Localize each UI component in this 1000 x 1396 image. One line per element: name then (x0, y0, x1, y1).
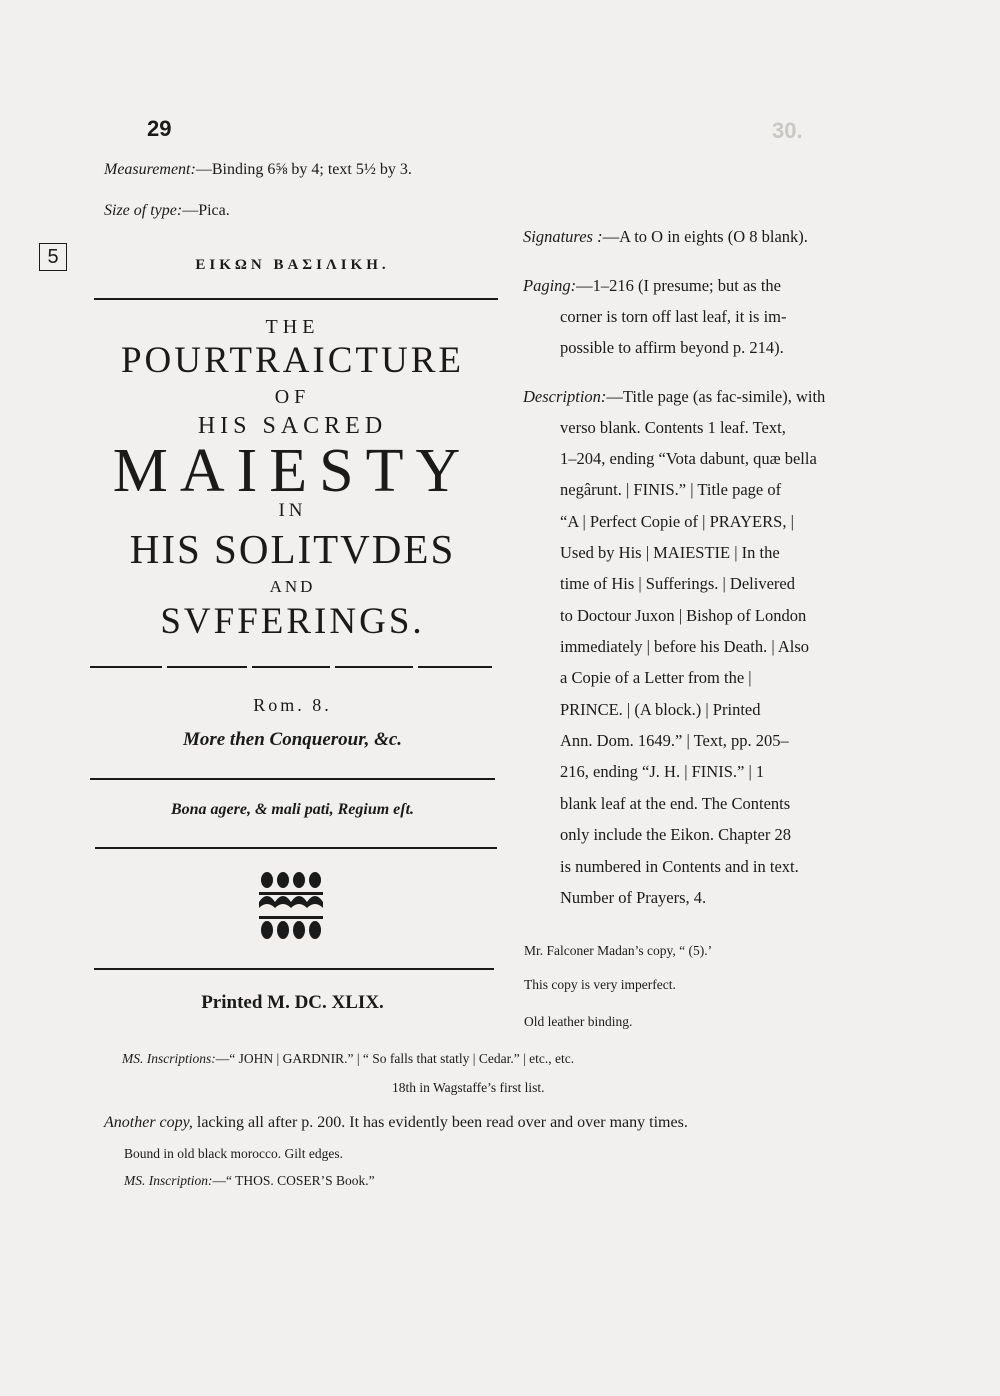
paging-block (523, 270, 781, 301)
title-conqueror: More then Conquerour, &c. (182, 729, 403, 750)
divider-rule-short (335, 666, 413, 668)
margin-number-box: 5 (39, 243, 67, 271)
ms-inscriptions-line (122, 1051, 574, 1067)
size-of-type-line (104, 202, 230, 220)
title-solitudes: HIS SOLITVDES (129, 526, 456, 572)
description-line: negârunt. | FINIS.” | Title page of (560, 480, 782, 499)
description-line: Number of Prayers, 4. (560, 888, 707, 907)
divider-rule-short (252, 666, 330, 668)
measurement-text: —Binding 6⅝ by 4; text 5½ by 3. (195, 161, 412, 178)
title-the: THE (265, 316, 320, 338)
paging-line: corner is torn off last leaf, it is im- (560, 307, 787, 326)
ms-inscription-line (124, 1173, 375, 1189)
measurement-label: Measurement: (104, 161, 196, 178)
signatures-label: Signatures : (523, 227, 603, 246)
description-line: immediately | before his Death. | Also (560, 637, 810, 656)
bound-note: Bound in old black morocco. Gilt edges. (124, 1146, 343, 1161)
description-label: Description: (523, 387, 607, 406)
title-motto: Bona agere, & mali pati, Regium eſt. (170, 801, 415, 818)
paging-line: possible to affirm beyond p. 214). (560, 338, 784, 357)
title-sufferings: SVFFERINGS. (160, 601, 425, 642)
description-line: blank leaf at the end. The Contents (560, 794, 791, 813)
another-copy-line (104, 1114, 688, 1132)
ms-inscription-label: MS. Inscription: (124, 1173, 213, 1188)
printer-ornament (90, 868, 495, 948)
title-his-sacred: HIS SACRED (197, 413, 388, 439)
madan-copy-note: Mr. Falconer Madan’s copy, “ (5).’ (524, 943, 713, 958)
ms-inscription-text: —“ THOS. COSER’S Book.” (212, 1173, 375, 1188)
measurement-line (104, 161, 412, 179)
title-in: IN (278, 500, 307, 521)
another-copy-text: lacking all after p. 200. It has evidently been read over and over many times. (192, 1114, 688, 1131)
description-line: —Title page (as fac-simile), with (606, 387, 826, 406)
divider-rule (95, 847, 497, 849)
title-rom: Rom. 8. (253, 695, 332, 715)
description-line: 216, ending “J. H. | FINIS.” | 1 (560, 762, 765, 781)
description-line: is numbered in Contents and in text. (560, 857, 799, 876)
description-line: to Doctour Juxon | Bishop of London (560, 606, 807, 625)
description-line: Ann. Dom. 1649.” | Text, pp. 205– (560, 731, 789, 750)
divider-rule (90, 778, 495, 780)
ms-inscriptions-label: MS. Inscriptions: (122, 1051, 216, 1066)
description-line: PRINCE. | (A block.) | Printed (560, 700, 761, 719)
divider-rule-short (167, 666, 247, 668)
description-line: verso blank. Contents 1 leaf. Text, (560, 418, 786, 437)
description-line: only include the Eikon. Chapter 28 (560, 825, 791, 844)
wagstaffe-note: 18th in Wagstaffe’s first list. (392, 1080, 545, 1095)
title-and: AND (269, 577, 316, 596)
signatures-text: —A to O in eights (O 8 blank). (602, 227, 808, 246)
signatures-line (523, 221, 808, 252)
binding-note: Old leather binding. (524, 1014, 633, 1029)
another-copy-label: Another copy, (104, 1114, 193, 1131)
description-line: Used by His | MAIESTIE | In the (560, 543, 780, 562)
title-of: OF (274, 386, 311, 408)
description-line: “A | Perfect Copie of | PRAYERS, | (560, 512, 794, 531)
divider-rule (94, 968, 494, 970)
title-greek: ΕΙΚΩΝ ΒΑΣΙΛΙΚΗ. (195, 257, 390, 273)
divider-rule (94, 298, 498, 300)
description-line: time of His | Sufferings. | Delivered (560, 574, 795, 593)
paging-line: —1–216 (I presume; but as the (576, 276, 782, 295)
title-maiesty: MAIESTY (112, 437, 473, 505)
ornament-icon (253, 868, 333, 948)
description-first-line (523, 381, 825, 412)
divider-rule-short (418, 666, 492, 668)
description-line: a Copie of a Letter from the | (560, 668, 752, 687)
divider-rule-short (90, 666, 162, 668)
size-of-type-text: —Pica. (182, 202, 230, 219)
page-number: 29 (147, 116, 172, 141)
imperfect-note: This copy is very imperfect. (524, 977, 676, 992)
ms-inscriptions-text: —“ JOHN | GARDNIR.” | “ So falls that statly | Cedar.” | etc., etc. (215, 1051, 575, 1066)
ghost-page-number: 30. (772, 118, 803, 143)
size-of-type-label: Size of type: (104, 202, 183, 219)
paging-label: Paging: (523, 276, 577, 295)
title-printed: Printed M. DC. XLIX. (201, 992, 384, 1013)
description-line: 1–204, ending “Vota dabunt, quæ bella (560, 449, 817, 468)
title-pourtraicture: POURTRAICTURE (120, 340, 465, 381)
